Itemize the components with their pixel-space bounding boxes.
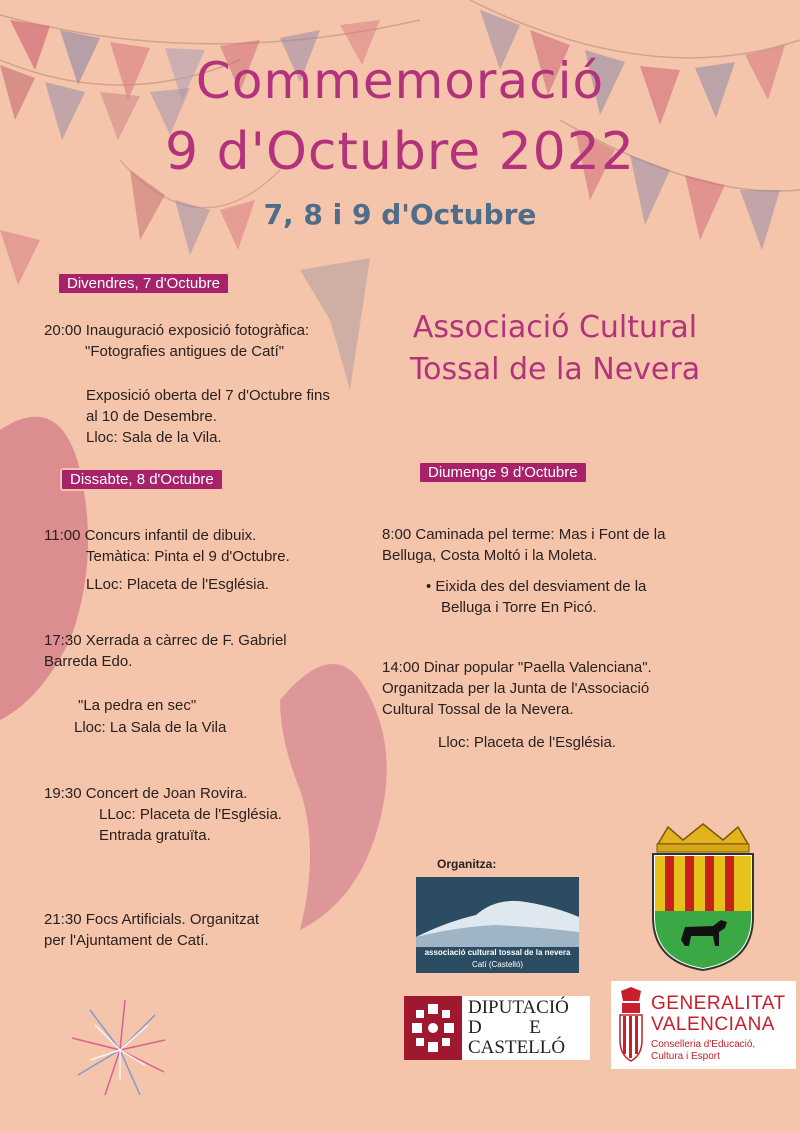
association-logo-text: associació cultural tossal de la nevera [424, 948, 571, 957]
friday-badge: Divendres, 7 d'Octubre [57, 272, 230, 295]
saturday-event-4-line-1: 21:30 Focs Artificials. Organitzat [44, 911, 260, 928]
saturday-event-3-line-2: LLoc: Placeta de l'Església. [99, 806, 282, 823]
association-name-line-2: Tossal de la Nevera [409, 352, 701, 387]
friday-info-line-3: Lloc: Sala de la Vila. [86, 429, 222, 446]
association-logo-subtext: Catí (Castelló) [471, 960, 524, 969]
sunday-event-1-line-2: Belluga, Costa Moltó i la Moleta. [382, 547, 598, 564]
cati-coat-of-arms [643, 822, 763, 972]
generalitat-line-4: Cultura i Esport [651, 1051, 720, 1062]
association-logo [416, 877, 579, 973]
generalitat-line-2: VALENCIANA [651, 1014, 775, 1035]
saturday-event-4-line-2: per l'Ajuntament de Catí. [44, 932, 209, 949]
saturday-event-3-line-3: Entrada gratuïta. [99, 827, 211, 844]
generalitat-emblem-icon [617, 985, 645, 1063]
sunday-badge: Diumenge 9 d'Octubre [418, 461, 588, 484]
association-name-line-1: Associació Cultural [412, 310, 698, 345]
title-line-1: Commemoració [195, 52, 605, 110]
sunday-bullet-1-cont: Belluga i Torre En Picó. [441, 599, 597, 616]
mountain-icon [416, 877, 579, 947]
generalitat-line-1: GENERALITAT [651, 993, 786, 1014]
diputacio-line-3: CASTELLÓ [468, 1037, 566, 1058]
saturday-event-3-line-1: 19:30 Concert de Joan Rovira. [44, 785, 248, 802]
saturday-event-1-line-1: 11:00 Concurs infantil de dibuix. [44, 527, 257, 544]
sunday-event-2-line-1: 14:00 Dinar popular "Paella Valenciana". [382, 659, 652, 676]
title-line-2: 9 d'Octubre 2022 [165, 122, 635, 182]
saturday-event-2-line-4: Lloc: La Sala de la Vila [74, 719, 227, 736]
friday-event-line-2: "Fotografies antigues de Catí" [85, 343, 285, 360]
saturday-badge: Dissabte, 8 d'Octubre [60, 468, 224, 491]
saturday-event-1-line-3: LLoc: Placeta de l'Església. [86, 576, 269, 593]
saturday-event-2-line-1: 17:30 Xerrada a càrrec de F. Gabriel [44, 632, 287, 649]
sunday-event-2-line-4: Lloc: Placeta de l'Església. [438, 734, 616, 751]
diputacio-emblem-icon [404, 996, 462, 1060]
saturday-event-2-line-2: Barreda Edo. [44, 653, 133, 670]
diputacio-logo [404, 996, 590, 1060]
diputacio-line-2: D E [468, 1017, 541, 1038]
saturday-event-2-line-3: "La pedra en sec" [78, 697, 197, 714]
sunday-event-2-line-2: Organitzada per la Junta de l'Associació [382, 680, 650, 697]
generalitat-line-3: Conselleria d'Educació, [651, 1039, 756, 1050]
generalitat-logo [611, 981, 796, 1069]
sunday-bullet-1: • Eixida des del desviament de la [426, 578, 647, 595]
diputacio-line-1: DIPUTACIÓ [468, 997, 569, 1018]
friday-event-line-1: 20:00 Inauguració exposició fotogràfica: [44, 322, 310, 339]
sunday-event-1-line-1: 8:00 Caminada pel terme: Mas i Font de la [382, 526, 666, 543]
sunday-event-2-line-3: Cultural Tossal de la Nevera. [382, 701, 574, 718]
friday-info-line-2: al 10 de Desembre. [86, 408, 217, 425]
friday-info-line-1: Exposició oberta del 7 d'Octubre fins [86, 387, 330, 404]
organitza-label: Organitza: [437, 857, 497, 871]
event-dates: 7, 8 i 9 d'Octubre [263, 198, 537, 231]
sunday-bullet-1-text: Eixida des del desviament de la [435, 578, 647, 595]
saturday-event-1-line-2: Temàtica: Pinta el 9 d'Octubre. [86, 548, 290, 565]
